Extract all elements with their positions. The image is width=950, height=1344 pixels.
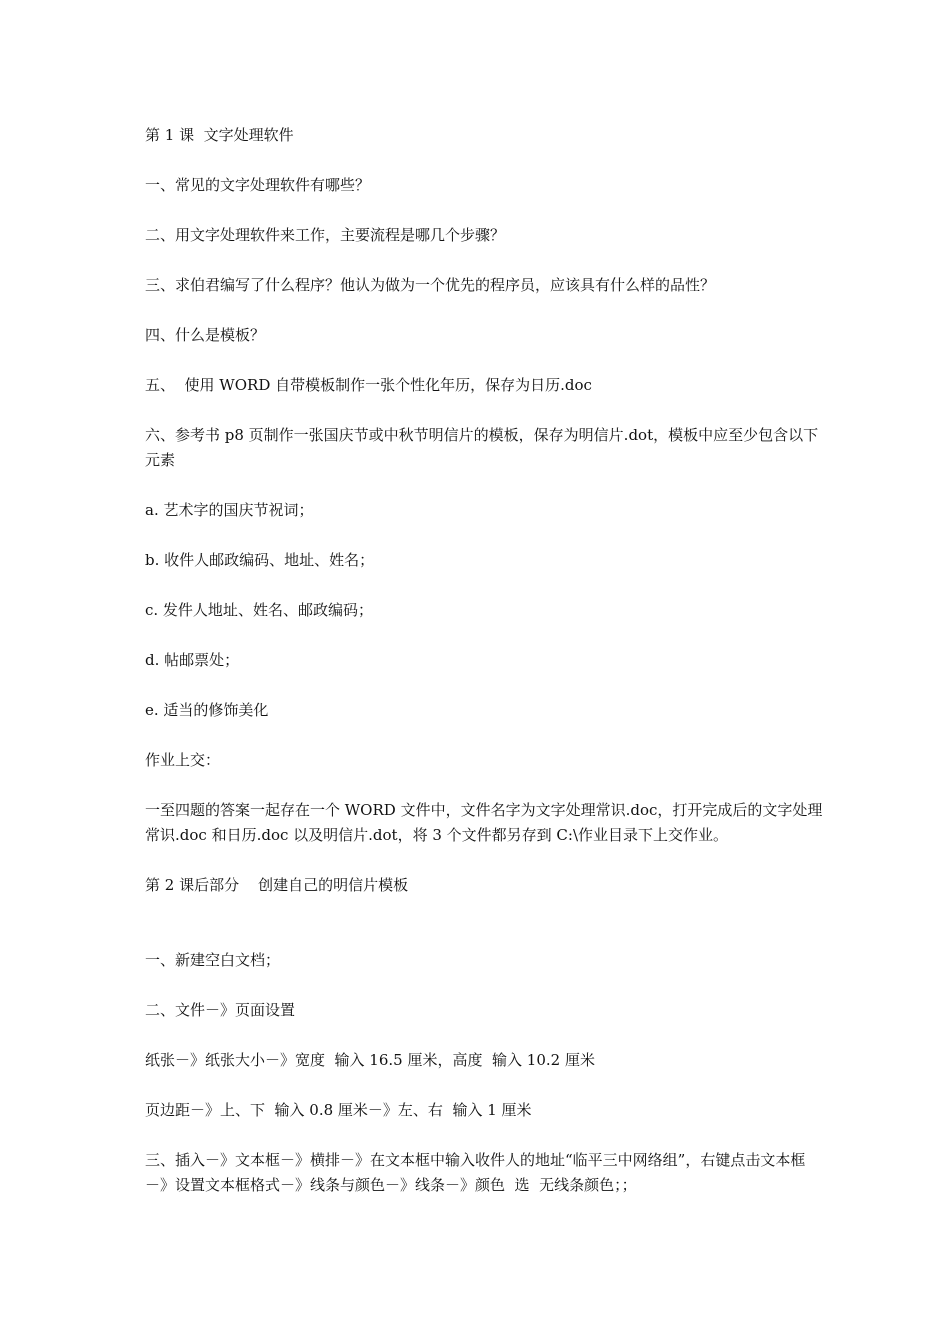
task-6: 六、参考书 p8 页制作一张国庆节或中秋节明信片的模板，保存为明信片.dot，模板中应至少包含以下元素 [145, 426, 819, 469]
element-b: b. 收件人邮政编码、地址、姓名； [145, 551, 375, 569]
element-a: a. 艺术字的国庆节祝词； [145, 501, 314, 519]
element-e: e. 适当的修饰美化 [145, 701, 269, 719]
question-1: 一、常见的文字处理软件有哪些？ [145, 176, 371, 194]
document-body [145, 123, 825, 1198]
question-3: 三、求伯君编写了什么程序？他认为做为一个优先的程序员，应该具有什么样的品性？ [145, 276, 716, 294]
question-4: 四、什么是模板？ [145, 326, 266, 344]
margin-step: 页边距－》上、下 输入 0.8 厘米－》左、右 输入 1 厘米 [145, 1101, 532, 1119]
step-2: 二、文件－》页面设置 [145, 1001, 296, 1019]
element-d: d. 帖邮票处； [145, 651, 240, 669]
step-1: 一、新建空白文档； [145, 951, 281, 969]
homework-heading: 作业上交： [145, 751, 221, 769]
lesson-2-title: 第 2 课后部分 创建自己的明信片模板 [145, 876, 409, 894]
task-5: 五、 使用 WORD 自带模板制作一张个性化年历，保存为日历.doc [145, 376, 592, 394]
homework-instructions: 一至四题的答案一起存在一个 WORD 文件中，文件名字为文字处理常识.doc，打开完成后的文字处理常识.doc 和日历.doc 以及明信片.dot，将 3 个文件都另存到 C:\作业目录下上交作业。 [145, 801, 823, 844]
step-3: 三、插入－》文本框－》横排－》在文本框中输入收件人的地址“临平三中网络组”，右键点击文本框－》设置文本框格式－》线条与颜色－》线条－》颜色 选 无线条颜色；； [145, 1151, 806, 1194]
paper-size-step: 纸张－》纸张大小－》宽度 输入 16.5 厘米，高度 输入 10.2 厘米 [145, 1051, 595, 1069]
element-c: c. 发件人地址、姓名、邮政编码； [145, 601, 373, 619]
question-2: 二、用文字处理软件来工作，主要流程是哪几个步骤？ [145, 226, 506, 244]
lesson-1-title: 第 1 课 文字处理软件 [145, 126, 294, 144]
